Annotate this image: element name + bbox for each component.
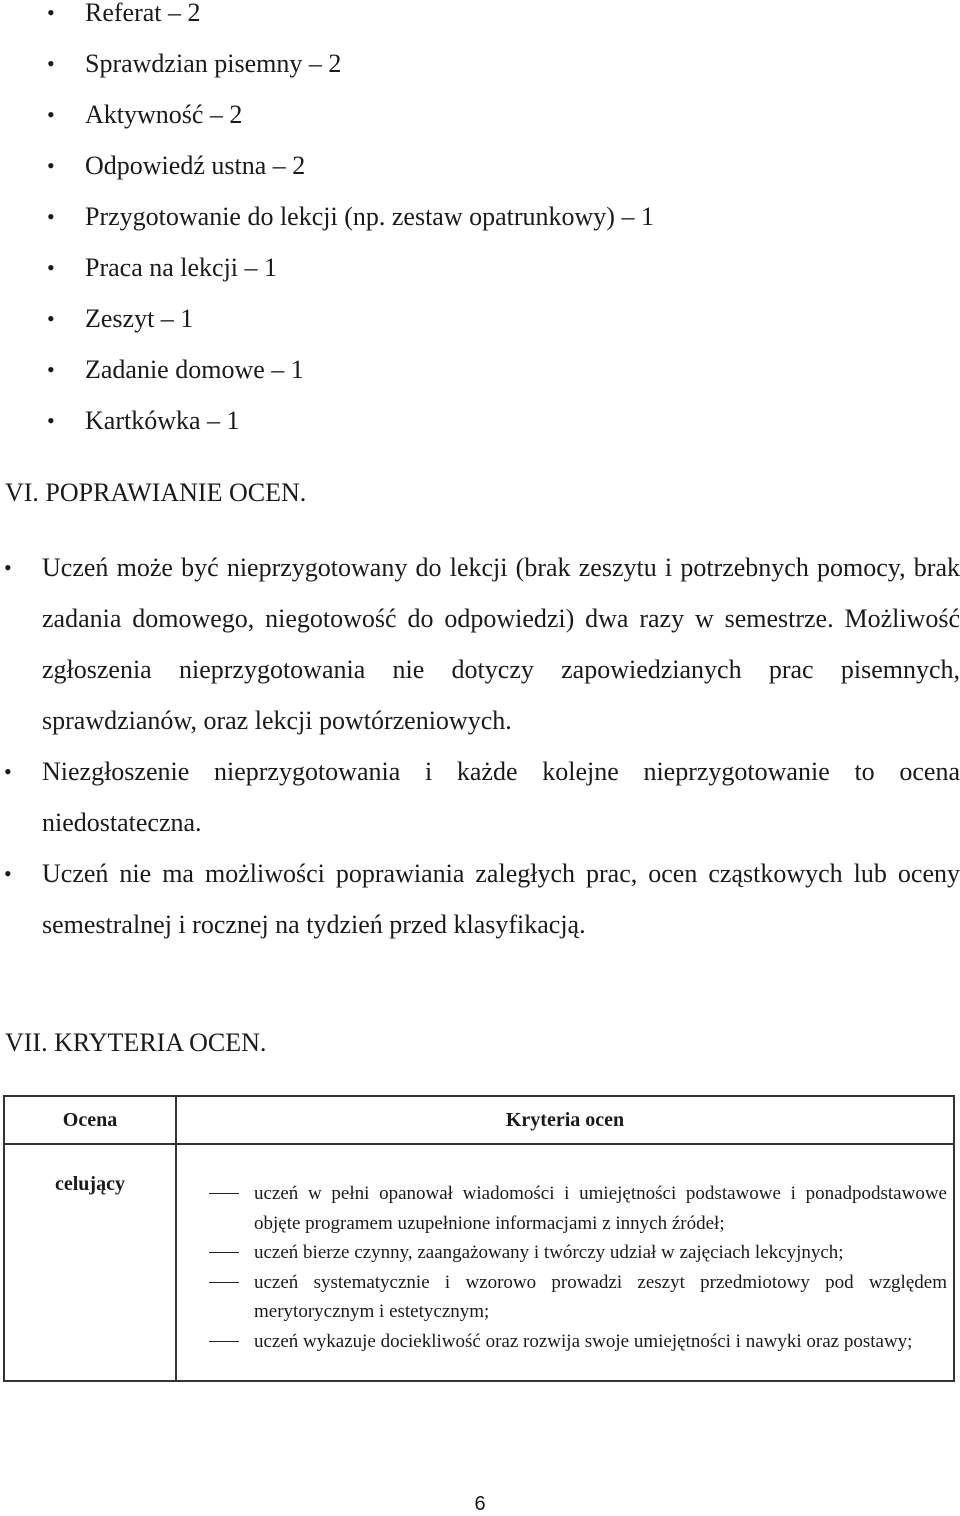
bullet-icon: • bbox=[47, 255, 55, 280]
list-item: • Zadanie domowe – 1 bbox=[0, 344, 654, 395]
bullet-icon: • bbox=[4, 555, 12, 580]
list-item: • Przygotowanie do lekcji (np. zestaw opatrunkowy) – 1 bbox=[0, 191, 654, 242]
dash-icon bbox=[209, 1341, 239, 1342]
criteria-item: uczeń bierze czynny, zaangażowany i twórczy udział w zajęciach lekcyjnych; bbox=[177, 1238, 947, 1268]
section-heading-vi: VI. POPRAWIANIE OCEN. bbox=[5, 478, 307, 507]
bullet-icon: • bbox=[47, 204, 55, 229]
rules-list bbox=[0, 542, 960, 950]
bullet-icon: • bbox=[47, 357, 55, 382]
list-item: • Kartkówka – 1 bbox=[0, 395, 654, 446]
grade-cell: celujący bbox=[4, 1144, 176, 1381]
criteria-list bbox=[177, 1179, 947, 1356]
criteria-item: uczeń wykazuje dociekliwość oraz rozwija swoje umiejętności i nawyki oraz postawy; bbox=[177, 1327, 947, 1357]
bullet-icon: • bbox=[47, 408, 55, 433]
table-header-row bbox=[4, 1096, 954, 1144]
bullet-icon: • bbox=[4, 861, 12, 886]
bullet-icon: • bbox=[47, 0, 55, 25]
bullet-icon: • bbox=[47, 306, 55, 331]
table-row bbox=[4, 1144, 954, 1381]
column-header-criteria: Kryteria ocen bbox=[176, 1096, 954, 1144]
dash-icon bbox=[209, 1282, 239, 1283]
list-item: • Referat – 2 bbox=[0, 0, 654, 38]
list-item: • Praca na lekcji – 1 bbox=[0, 242, 654, 293]
list-item: • Sprawdzian pisemny – 2 bbox=[0, 38, 654, 89]
bullet-icon: • bbox=[4, 759, 12, 784]
dash-icon bbox=[209, 1252, 239, 1253]
column-header-grade: Ocena bbox=[4, 1096, 176, 1144]
criteria-item: uczeń w pełni opanował wiadomości i umiejętności podstawowe i ponadpodstawowe objęte programem uzupełnione informacjami z innych źródeł; bbox=[177, 1179, 947, 1238]
criteria-item: uczeń systematycznie i wzorowo prowadzi zeszyt przedmiotowy pod względem merytorycznym i estetycznym; bbox=[177, 1268, 947, 1327]
bullet-icon: • bbox=[47, 153, 55, 178]
list-item: • Uczeń może być nieprzygotowany do lekcji (brak zeszytu i potrzebnych pomocy, brak zadania domowego, niegotowość do odpowiedzi) dwa razy w semestrze. Możliwość zgłoszenia nieprzygotowania nie dotyczy zapowiedzianych prac pisemnych, sprawdzianów, oraz lekcji powtórzeniowych. bbox=[0, 542, 960, 746]
criteria-cell bbox=[176, 1144, 954, 1381]
list-item: • Niezgłoszenie nieprzygotowania i każde kolejne nieprzygotowanie to ocena niedostateczna. bbox=[0, 746, 960, 848]
list-item: • Zeszyt – 1 bbox=[0, 293, 654, 344]
page-number: 6 bbox=[474, 1493, 486, 1515]
criteria-table bbox=[3, 1095, 955, 1382]
weights-list bbox=[0, 0, 654, 446]
bullet-icon: • bbox=[47, 102, 55, 127]
list-item: • Uczeń nie ma możliwości poprawiania zaległych prac, ocen cząstkowych lub oceny semestralnej i rocznej na tydzień przed klasyfikacją. bbox=[0, 848, 960, 950]
bullet-icon: • bbox=[47, 51, 55, 76]
section-heading-vii: VII. KRYTERIA OCEN. bbox=[5, 1028, 267, 1057]
list-item: • Odpowiedź ustna – 2 bbox=[0, 140, 654, 191]
dash-icon bbox=[209, 1193, 239, 1194]
list-item: • Aktywność – 2 bbox=[0, 89, 654, 140]
